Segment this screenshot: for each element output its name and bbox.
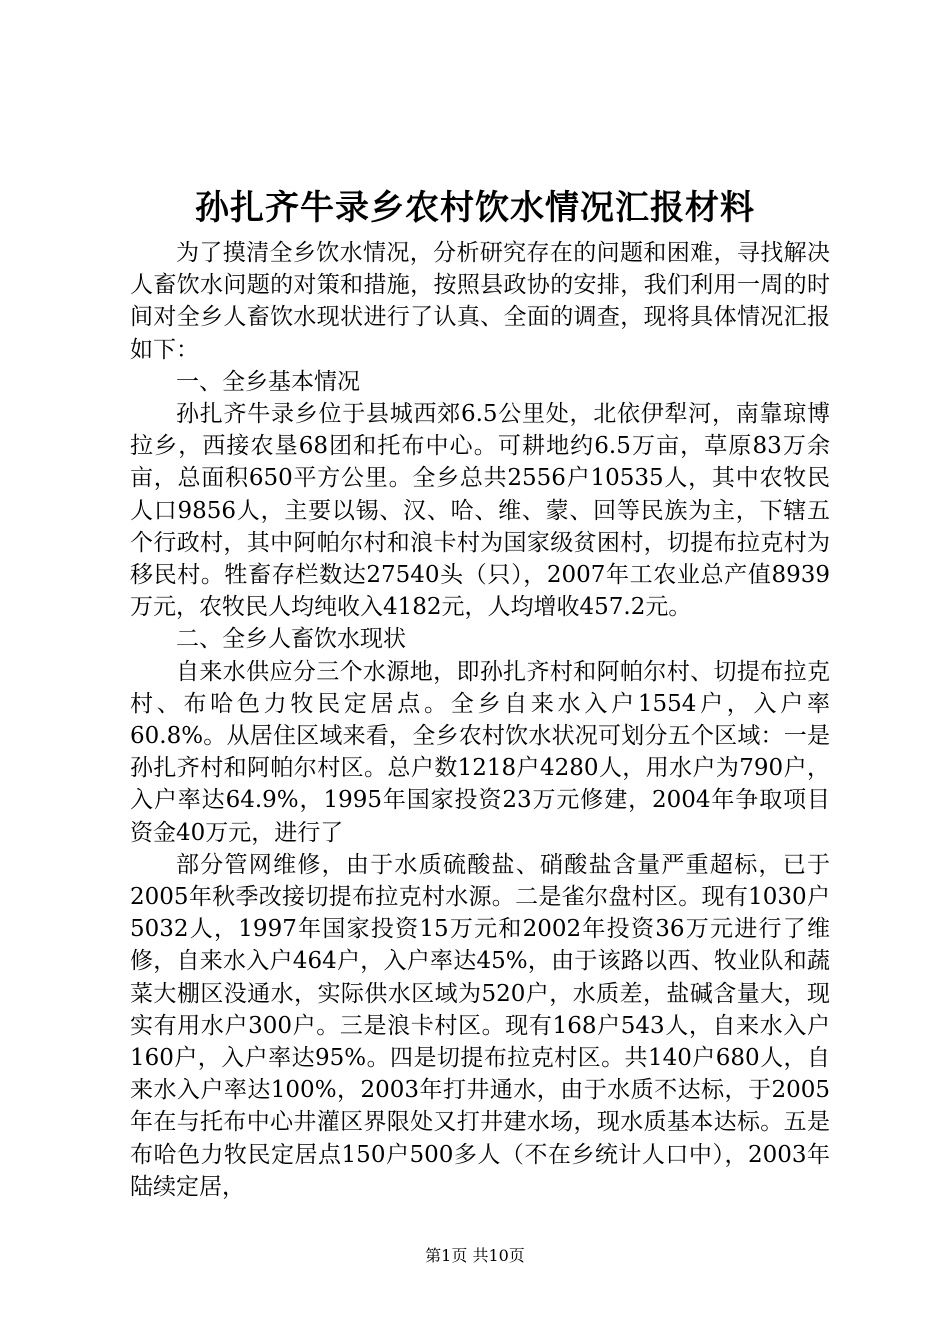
page-footer <box>0 1246 950 1266</box>
section-heading-water-status: 二、全乡人畜饮水现状 <box>176 626 406 653</box>
section-heading-basic-situation: 一、全乡基本情况 <box>176 368 360 395</box>
document-title: 孙扎齐牛录乡农村饮水情况汇报材料 <box>195 188 755 228</box>
water-regions-paragraph: 部分管网维修，由于水质硫酸盐、硝酸盐含量严重超标，已于2005年秋季改接切提布拉克村水源。二是雀尔盘村区。现有1030户5032人，1997年国家投资15万元和2002年投资36万元进行了维修，自来水入户464户，入户率达45%，由于该路以西、牧业队和蔬菜大棚区没通水，实际供水区域为520户，水质差，盐碱含量大，现实有用水户300户。三是浪卡村区。现有168户543人，自来水入户160户，入户率达95%。四是切提布拉克村区。共140户680人，自来水入户率达100%，2003年打井通水，由于水质不达标，于2005年在与托布中心井灌区界限处又打井建水场，现水质基本达标。五是布哈色力牧民定居点150户500多人（不在乡统计人口中），2003年陆续定居， <box>130 851 830 1200</box>
water-supply-paragraph: 自来水供应分三个水源地，即孙扎齐村和阿帕尔村、切提布拉克村、布哈色力牧民定居点。全乡自来水入户1554户，入户率60.8%。从居住区域来看，全乡农村饮水状况可划分五个区域：一是孙扎齐村和阿帕尔村区。总户数1218户4280人，用水户为790户，入户率达64.9%，1995年国家投资23万元修建，2004年争取项目资金40万元，进行了 <box>130 658 830 846</box>
page-indicator: 第1页 共10页 <box>425 1246 525 1265</box>
document-body <box>130 237 830 1203</box>
intro-paragraph: 为了摸清全乡饮水情况，分析研究存在的问题和困难，寻找解决人畜饮水问题的对策和措施，按照县政协的安排，我们利用一周的时间对全乡人畜饮水现状进行了认真、全面的调查，现将具体情况汇报如下： <box>130 240 830 363</box>
basic-situation-paragraph: 孙扎齐牛录乡位于县城西郊6.5公里处，北依伊犁河，南靠琼博拉乡，西接农垦68团和托布中心。可耕地约6.5万亩，草原83万余亩，总面积650平方公里。全乡总共2556户10535人，其中农牧民人口9856人，主要以锡、汉、哈、维、蒙、回等民族为主，下辖五个行政村，其中阿帕尔村和浪卡村为国家级贫困村，切提布拉克村为移民村。牲畜存栏数达27540头（只），2007年工农业总产值8939万元，农牧民人均纯收入4182元，人均增收457.2元。 <box>130 401 830 621</box>
